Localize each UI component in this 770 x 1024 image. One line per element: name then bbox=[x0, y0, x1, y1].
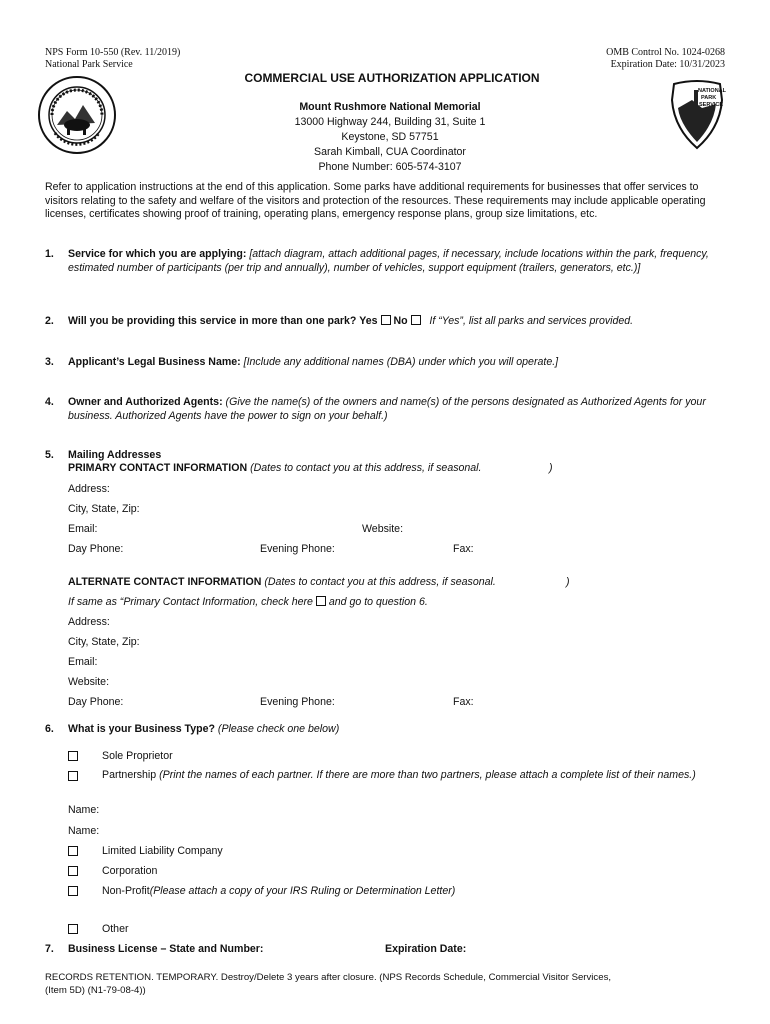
logo-text-service: SERVICE bbox=[699, 102, 724, 108]
q3-text bbox=[68, 356, 558, 368]
license-expiration-field[interactable]: Expiration Date: bbox=[385, 943, 467, 955]
park-name: Mount Rushmore National Memorial bbox=[299, 101, 481, 113]
q2-text bbox=[68, 315, 633, 327]
alternate-address-field[interactable]: Address: bbox=[68, 616, 110, 628]
primary-city-field[interactable]: City, State, Zip: bbox=[68, 503, 140, 515]
primary-contact-note: (Dates to contact you at this address, if seasonal. bbox=[250, 462, 482, 474]
q4-label: Owner and Authorized Agents: bbox=[68, 396, 223, 408]
sole-proprietor-checkbox[interactable] bbox=[68, 751, 78, 763]
primary-contact-label: PRIMARY CONTACT INFORMATION bbox=[68, 462, 248, 474]
nonprofit-note: (Please attach a copy of your IRS Ruling or Determination Letter) bbox=[149, 885, 456, 897]
nps-logo bbox=[668, 78, 726, 150]
logo-text-park: PARK bbox=[701, 95, 717, 101]
alternate-email-field[interactable]: Email: bbox=[68, 656, 98, 668]
q3-note: [Include any additional names (DBA) under which you will operate.] bbox=[243, 356, 559, 368]
doi-seal-icon bbox=[37, 75, 117, 155]
form-number: NPS Form 10-550 (Rev. 11/2019) bbox=[45, 47, 181, 58]
nonprofit-label: Non-Profit bbox=[102, 885, 150, 897]
alternate-website-field[interactable]: Website: bbox=[68, 676, 110, 688]
q1-number: 1. bbox=[45, 248, 54, 260]
alternate-contact-note: (Dates to contact you at this address, if seasonal. bbox=[264, 576, 496, 588]
nps-arrowhead-icon bbox=[668, 78, 726, 150]
agency-name: National Park Service bbox=[45, 59, 133, 70]
sole-proprietor-label: Sole Proprietor bbox=[102, 750, 173, 762]
q4-number: 4. bbox=[45, 396, 54, 408]
alternate-close-paren: ) bbox=[566, 576, 570, 588]
corporation-label: Corporation bbox=[102, 865, 158, 877]
q2-number: 2. bbox=[45, 315, 54, 327]
partnership-checkbox[interactable] bbox=[68, 771, 78, 783]
q6-label: What is your Business Type? bbox=[68, 723, 215, 735]
q2-label: Will you be providing this service in more than one park? bbox=[68, 315, 357, 327]
q3-number: 3. bbox=[45, 356, 54, 368]
same-as-primary-text: If same as “Primary Contact Information, check here bbox=[68, 596, 313, 608]
q2-note: If “Yes”, list all parks and services provided. bbox=[429, 315, 634, 327]
primary-website-field[interactable]: Website: bbox=[362, 523, 404, 535]
partnership-label: Partnership bbox=[102, 769, 157, 781]
intro-paragraph: Refer to application instructions at the end of this application. Some parks have additional requirements for businesses that offer services to visitors relating to the safety and welfare of the visitors and protection of the resources. These requirements may include applicable operating licenses, certificates showing proof of training, operating plans, emergency response plans, group size limitations, etc. bbox=[45, 181, 706, 220]
nonprofit-checkbox[interactable] bbox=[68, 886, 78, 898]
q6-text bbox=[68, 723, 339, 735]
q4-text bbox=[68, 396, 726, 423]
primary-fax-field[interactable]: Fax: bbox=[453, 543, 474, 555]
expiration-date: Expiration Date: 10/31/2023 bbox=[610, 59, 725, 70]
q2-yes-label: Yes bbox=[359, 315, 378, 327]
q1-note: [attach diagram, attach additional pages, if necessary, include locations within the park, frequency, estimated number of participants (per trip and annually), number of vehicles, support equipment (trailers, generators, etc.)] bbox=[68, 248, 709, 274]
partnership-text bbox=[102, 769, 722, 783]
partnership-note: (Print the names of each partner. If there are more than two partners, please attach a complete list of their names.) bbox=[159, 769, 696, 781]
partner-name-field-1[interactable]: Name: bbox=[68, 804, 100, 816]
coordinator-name: Sarah Kimball, CUA Coordinator bbox=[314, 146, 466, 158]
park-address-line-2: Keystone, SD 57751 bbox=[341, 131, 439, 143]
q2-yes-checkbox[interactable] bbox=[381, 315, 391, 325]
alternate-contact-heading bbox=[68, 576, 496, 588]
primary-day-phone-field[interactable]: Day Phone: bbox=[68, 543, 124, 555]
doi-seal bbox=[37, 75, 117, 155]
same-as-primary-tail: and go to question 6. bbox=[328, 596, 428, 608]
partner-name-field-2[interactable]: Name: bbox=[68, 825, 100, 837]
business-license-field[interactable]: Business License – State and Number: bbox=[68, 943, 264, 955]
records-retention-line-1: RECORDS RETENTION. TEMPORARY. Destroy/Delete 3 years after closure. (NPS Records Schedule, Commercial Visitor Services, bbox=[45, 972, 612, 983]
q6-note: (Please check one below) bbox=[217, 723, 340, 735]
primary-close-paren: ) bbox=[549, 462, 553, 474]
llc-label: Limited Liability Company bbox=[102, 845, 223, 857]
alternate-city-field[interactable]: City, State, Zip: bbox=[68, 636, 140, 648]
other-label: Other bbox=[102, 923, 129, 935]
primary-evening-phone-field[interactable]: Evening Phone: bbox=[260, 543, 335, 555]
page-title: COMMERCIAL USE AUTHORIZATION APPLICATION bbox=[244, 71, 540, 85]
q5-label: Mailing Addresses bbox=[68, 449, 162, 461]
logo-text-national: NATIONAL bbox=[698, 88, 726, 94]
q6-number: 6. bbox=[45, 723, 54, 735]
q4-note: (Give the name(s) of the owners and name(s) of the persons designated as Authorized Agents for your business. Authorized Agents have the power to sign on your behalf.) bbox=[68, 396, 706, 422]
omb-control: OMB Control No. 1024-0268 bbox=[606, 47, 725, 58]
q2-no-label: No bbox=[393, 315, 408, 327]
primary-email-field[interactable]: Email: bbox=[68, 523, 98, 535]
alternate-day-phone-field[interactable]: Day Phone: bbox=[68, 696, 124, 708]
primary-address-field[interactable]: Address: bbox=[68, 483, 110, 495]
same-as-primary-checkbox[interactable] bbox=[316, 596, 326, 606]
corporation-checkbox[interactable] bbox=[68, 866, 78, 878]
q2-no-checkbox[interactable] bbox=[411, 315, 421, 325]
alternate-fax-field[interactable]: Fax: bbox=[453, 696, 474, 708]
q5-number: 5. bbox=[45, 449, 54, 461]
park-address-line-1: 13000 Highway 244, Building 31, Suite 1 bbox=[294, 116, 486, 128]
q7-number: 7. bbox=[45, 943, 54, 955]
same-as-primary-row bbox=[68, 596, 428, 608]
alternate-evening-phone-field[interactable]: Evening Phone: bbox=[260, 696, 335, 708]
alternate-contact-label: ALTERNATE CONTACT INFORMATION bbox=[68, 576, 262, 588]
q1-text bbox=[68, 248, 726, 275]
q1-label: Service for which you are applying: bbox=[68, 248, 247, 260]
llc-checkbox[interactable] bbox=[68, 846, 78, 858]
phone-number: Phone Number: 605-574-3107 bbox=[318, 161, 462, 173]
q3-label: Applicant’s Legal Business Name: bbox=[68, 356, 241, 368]
nonprofit-text bbox=[102, 885, 455, 897]
primary-contact-heading bbox=[68, 462, 481, 474]
other-checkbox[interactable] bbox=[68, 924, 78, 936]
records-retention-line-2: (Item 5D) (N1-79-08-4)) bbox=[45, 985, 146, 996]
